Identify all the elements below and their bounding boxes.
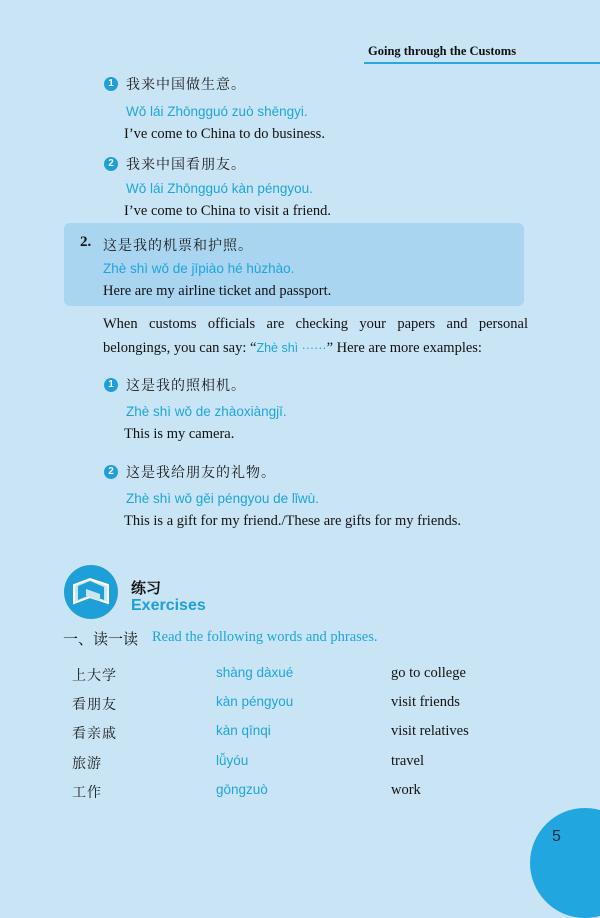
example-english: I’ve come to China to visit a friend. <box>124 203 331 219</box>
vocab-pinyin: lǚyóu <box>216 753 249 768</box>
example-chinese: 我来中国看朋友。 <box>126 157 246 173</box>
key-sentence-pinyin: Zhè shì wǒ de jīpiào hé hùzhào. <box>103 261 295 276</box>
example-chinese: 我来中国做生意。 <box>126 77 246 93</box>
example-pinyin: Zhè shì wǒ gěi péngyou de lǐwù. <box>126 491 319 506</box>
page-number-badge <box>530 808 600 918</box>
explanation-text: ” Here are more examples: <box>326 340 482 356</box>
explanation-pinyin: Zhè shì ······ <box>256 341 327 355</box>
vocab-chinese: 工作 <box>72 785 102 801</box>
example-pinyin: Wǒ lái Zhōngguó zuò shēngyi. <box>126 104 308 119</box>
item-number-badge: 1 <box>104 77 118 91</box>
example-english: I’ve come to China to do business. <box>124 126 325 142</box>
example-pinyin: Zhè shì wǒ de zhàoxiàngjī. <box>126 404 287 419</box>
example-english: This is a gift for my friend./These are gifts for my friends. <box>124 513 462 529</box>
example-chinese: 这是我的照相机。 <box>126 378 246 394</box>
vocab-english: go to college <box>391 665 466 681</box>
exercises-title-english: Exercises <box>131 597 206 614</box>
exercises-book-icon <box>64 565 118 619</box>
vocab-pinyin: gōngzuò <box>216 782 268 797</box>
explanation-text: When customs officials are checking your papers and personal belongings, you can say: “ <box>103 316 528 356</box>
vocab-chinese: 上大学 <box>72 668 117 684</box>
example-english: This is my camera. <box>124 426 235 442</box>
item-number-badge: 2 <box>104 157 118 171</box>
vocab-pinyin: kàn péngyou <box>216 694 294 709</box>
exercise-part-heading: 一、读一读 <box>63 630 139 648</box>
vocab-chinese: 看亲戚 <box>72 726 117 742</box>
exercise-part-instruction: Read the following words and phrases. <box>152 629 378 645</box>
running-title: Going through the Customs <box>368 44 517 58</box>
page-number: 5 <box>552 828 561 845</box>
vocab-chinese: 看朋友 <box>72 697 117 713</box>
example-pinyin: Wǒ lái Zhōngguó kàn péngyou. <box>126 181 313 196</box>
key-sentence-english: Here are my airline ticket and passport. <box>103 283 332 299</box>
item-number-badge: 2 <box>104 465 118 479</box>
explanation-paragraph <box>103 312 528 360</box>
example-chinese: 这是我给朋友的礼物。 <box>126 465 276 481</box>
key-sentence-number: 2. <box>80 234 92 250</box>
vocab-english: travel <box>391 753 425 769</box>
vocab-english: visit friends <box>391 694 460 710</box>
exercises-title-chinese: 练习 <box>131 579 162 597</box>
vocab-pinyin: shàng dàxué <box>216 665 294 680</box>
vocab-english: visit relatives <box>391 723 469 739</box>
item-number-badge: 1 <box>104 378 118 392</box>
vocab-chinese: 旅游 <box>72 756 102 772</box>
key-sentence-chinese: 这是我的机票和护照。 <box>103 238 253 254</box>
vocab-english: work <box>391 782 421 798</box>
vocab-pinyin: kàn qīnqi <box>216 723 271 738</box>
header-rule <box>364 62 600 64</box>
